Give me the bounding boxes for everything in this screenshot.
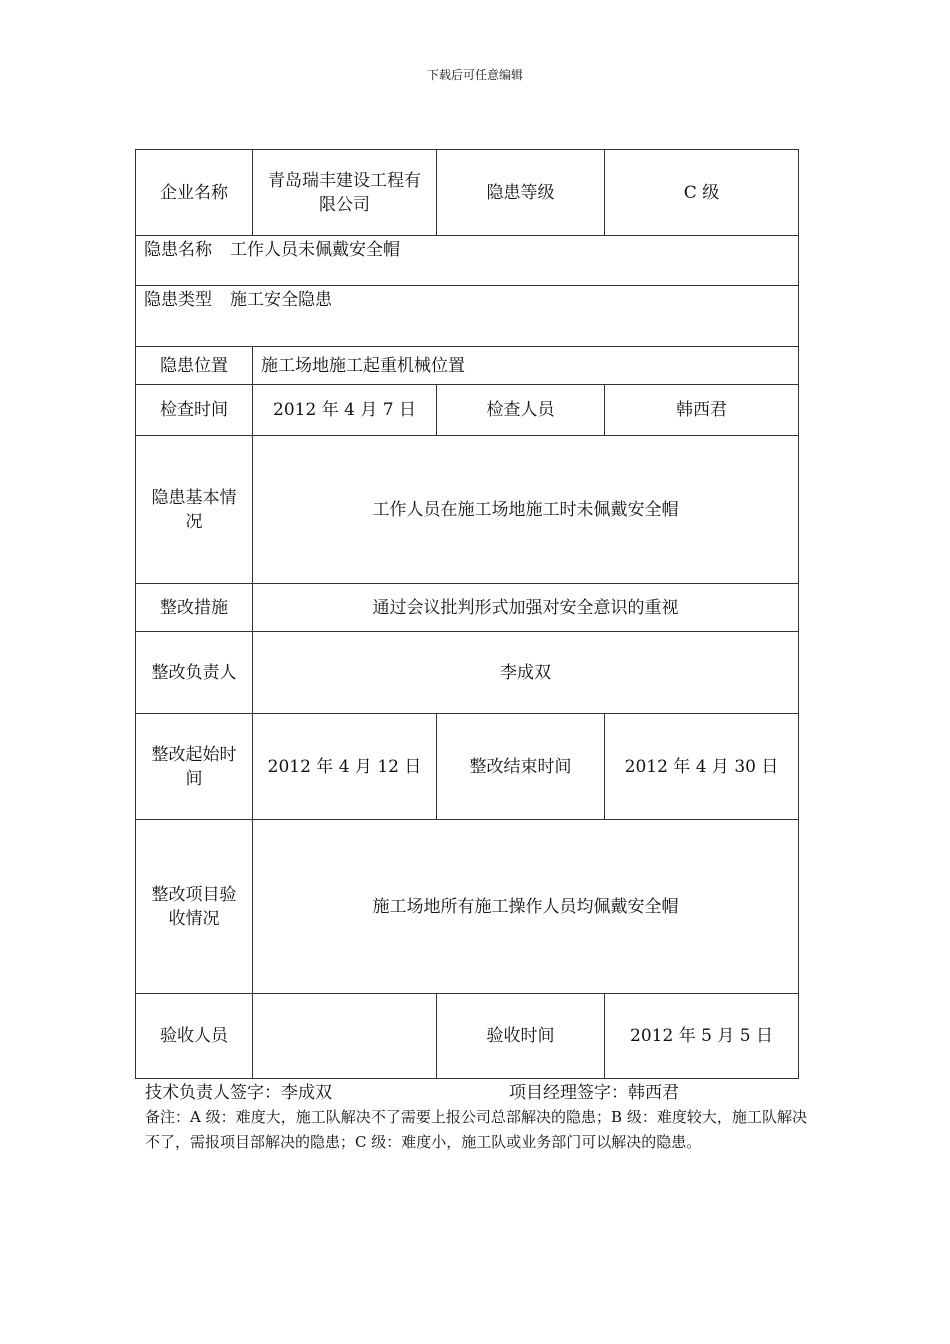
- accept-time-value: 2012 年 5 月 5 日: [605, 994, 799, 1079]
- responsible-value: 李成双: [253, 632, 799, 714]
- row-period: [136, 714, 799, 820]
- level-value: C 级: [605, 150, 799, 236]
- row-hazard-name: [136, 236, 799, 286]
- hazard-name-label: 隐患名称: [144, 240, 212, 260]
- hazard-type-label: 隐患类型: [144, 290, 212, 310]
- row-location: [136, 347, 799, 385]
- level-label: 隐患等级: [437, 150, 605, 236]
- inspector-label: 检查人员: [437, 385, 605, 436]
- page-header: 下载后可任意编辑: [426, 68, 523, 82]
- row-company: [136, 150, 799, 236]
- responsible-label: 整改负责人: [136, 632, 253, 714]
- row-acceptor: [136, 994, 799, 1079]
- row-hazard-type: [136, 286, 799, 347]
- location-label: 隐患位置: [136, 347, 253, 385]
- end-label: 整改结束时间: [437, 714, 605, 820]
- hazard-type-cell: [136, 286, 799, 347]
- start-value: 2012 年 4 月 12 日: [253, 714, 437, 820]
- hazard-name-value: 工作人员未佩戴安全帽: [230, 240, 400, 260]
- end-value: 2012 年 4 月 30 日: [605, 714, 799, 820]
- inspector-value: 韩西君: [605, 385, 799, 436]
- acceptance-label: 整改项目验收情况: [136, 820, 253, 994]
- inspect-time-label: 检查时间: [136, 385, 253, 436]
- row-measures: [136, 584, 799, 632]
- company-value: 青岛瑞丰建设工程有限公司: [253, 150, 437, 236]
- row-inspection: [136, 385, 799, 436]
- measures-value: 通过会议批判形式加强对安全意识的重视: [253, 584, 799, 632]
- acceptor-label: 验收人员: [136, 994, 253, 1079]
- tech-lead-signature: 技术负责人签字：李成双: [145, 1083, 332, 1103]
- remarks-note: 备注：A 级：难度大，施工队解决不了需要上报公司总部解决的隐患；B 级：难度较大，施工队解决不了，需报项目部解决的隐患；C 级：难度小，施工队或业务部门可以解决的隐患。: [145, 1108, 807, 1151]
- project-manager-signature: 项目经理签字：韩西君: [509, 1083, 679, 1103]
- signature-line: [145, 1081, 805, 1105]
- acceptor-value: [253, 994, 437, 1079]
- measures-label: 整改措施: [136, 584, 253, 632]
- company-label: 企业名称: [136, 150, 253, 236]
- situation-value: 工作人员在施工场地施工时未佩戴安全帽: [253, 436, 799, 584]
- situation-label: 隐患基本情况: [136, 436, 253, 584]
- row-acceptance: [136, 820, 799, 994]
- accept-time-label: 验收时间: [437, 994, 605, 1079]
- start-label: 整改起始时间: [136, 714, 253, 820]
- acceptance-value: 施工场地所有施工操作人员均佩戴安全帽: [253, 820, 799, 994]
- hazard-rectification-form: [135, 149, 799, 1079]
- inspect-time-value: 2012 年 4 月 7 日: [253, 385, 437, 436]
- location-value: 施工场地施工起重机械位置: [253, 347, 799, 385]
- row-situation: [136, 436, 799, 584]
- hazard-name-cell: [136, 236, 799, 286]
- row-responsible: [136, 632, 799, 714]
- hazard-type-value: 施工安全隐患: [230, 290, 332, 310]
